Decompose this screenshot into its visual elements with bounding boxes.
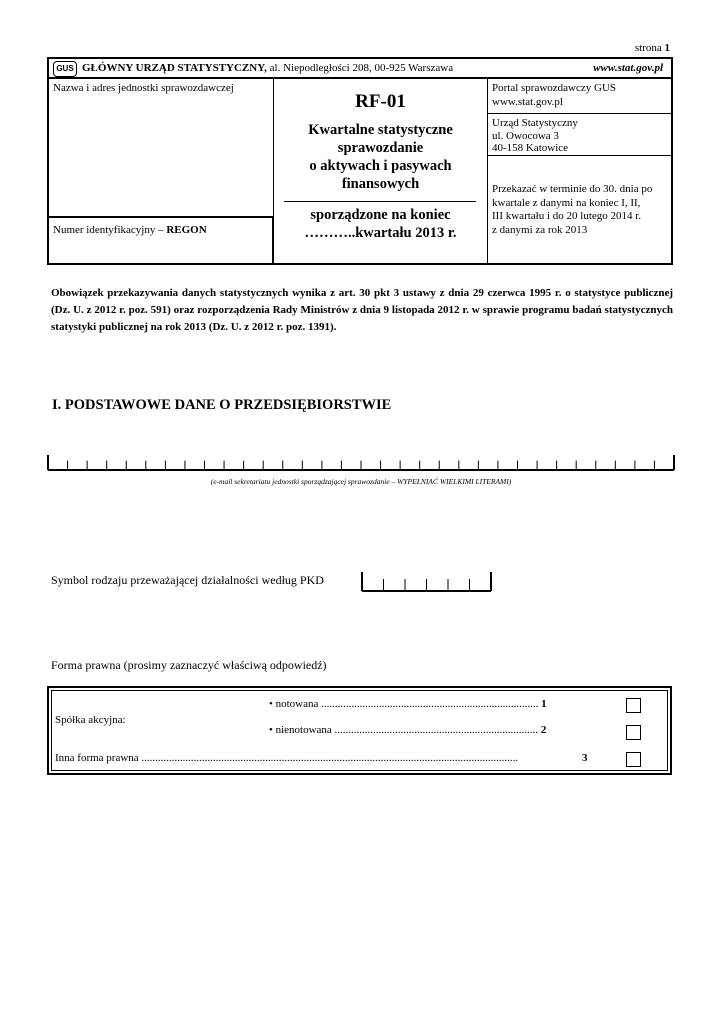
prepared-line: ………..kwartału 2013 r. [304,225,457,241]
prepared-line: sporządzone na koniec [310,207,451,223]
deadline-line: kwartale z danymi na koniec I, II, [492,196,641,209]
legal-form-inner [51,690,668,771]
regon-label: Numer identyfikacyjny – [53,224,167,236]
form-title-line: o aktywach i pasywach [309,158,452,174]
option-text: • notowana ............................................................................... [269,698,539,710]
legal-basis-text: Obowiązek przekazywania danych statystycznych wynika z art. 30 pkt 3 ustawy z dnia 29 czerwca 1995 r. o statystyce publicznej (Dz. U. z 2012 r. poz. 591) oraz rozporządzenia Rady Ministrów z dnia 9 listopada 2012 r. w sprawie programu badań statystycznych statystyki publicznej na rok 2013 (Dz. U. z 2012 r. poz. 1391). [51,287,673,333]
checkbox-other[interactable] [626,752,641,767]
gus-logo-icon: GUS [53,61,77,77]
option-listed [269,698,547,710]
checkbox-listed[interactable] [626,698,641,713]
regon-field[interactable] [49,216,274,263]
form-title-line: Kwartalne statystyczne [308,122,453,138]
deadline-line: z danymi za rok 2013 [492,223,588,236]
form-title-column [274,79,487,263]
option-number: 2 [540,724,547,736]
office-address [488,114,673,156]
form-title-line: finansowych [341,176,420,192]
section-title: I. PODSTAWOWE DANE O PRZEDSIĘBIORSTWIE [52,397,392,413]
submission-info-column [487,79,673,263]
office-line: ul. Owocowa 3 [492,129,559,142]
page-number-value: 1 [664,42,670,54]
prepared-period [274,206,487,242]
deadline-line: Przekazać w terminie do 30. dnia po [492,183,653,195]
unit-name-label: Nazwa i adres jednostki sprawozdawczej [53,82,234,94]
org-info [82,62,453,74]
form-title-line: sprawozdanie [337,140,424,156]
office-line: Urząd Statystyczny [492,117,578,129]
portal-line: Portal sprawozdawczy GUS [492,82,617,94]
checkbox-unlisted[interactable] [626,725,641,740]
option-number: 3 [582,752,588,764]
option-text: • nienotowana .......................................................................... [269,724,539,736]
deadline-info [488,183,673,237]
legal-form-label: Forma prawna (prosimy zaznaczyć właściwą odpowiedź) [51,658,327,672]
divider [284,201,476,202]
option-number: 1 [541,698,547,710]
org-name: GŁÓWNY URZĄD STATYSTYCZNY, [82,62,267,74]
page-number-label: strona [634,42,662,54]
header-band [47,57,673,79]
option-other [55,752,590,764]
portal-info [488,79,673,114]
pkd-label: Symbol rodzaju przeważającej działalności według PKD [51,573,324,587]
office-line: 40-158 Katowice [492,142,569,154]
option-unlisted [269,724,546,736]
website-link[interactable]: www.stat.gov.pl [593,62,663,74]
option-text: Inna forma prawna ......................................................................................................................................... [55,752,519,764]
org-address: al. Niepodległości 208, 00-925 Warszawa [266,62,454,74]
form-title [274,121,487,193]
regon-label-bold: REGON [166,224,207,236]
joint-stock-label: Spółka akcyjna: [55,714,126,726]
portal-line[interactable]: www.stat.gov.pl [492,96,563,108]
pkd-input-cells[interactable] [361,572,492,592]
email-input-cells[interactable] [47,455,675,471]
email-caption: (e-mail sekretariatu jednostki sporządzającej sprawozdanie – WYPEŁNIAĆ WIELKIMI LITERAMI) [210,477,512,486]
form-code: RF-01 [355,91,406,112]
unit-column [49,79,274,263]
legal-form-box [47,686,672,775]
identification-block [47,79,673,265]
page-number [635,42,670,54]
deadline-line: III kwartału i do 20 lutego 2014 r. [492,210,642,222]
